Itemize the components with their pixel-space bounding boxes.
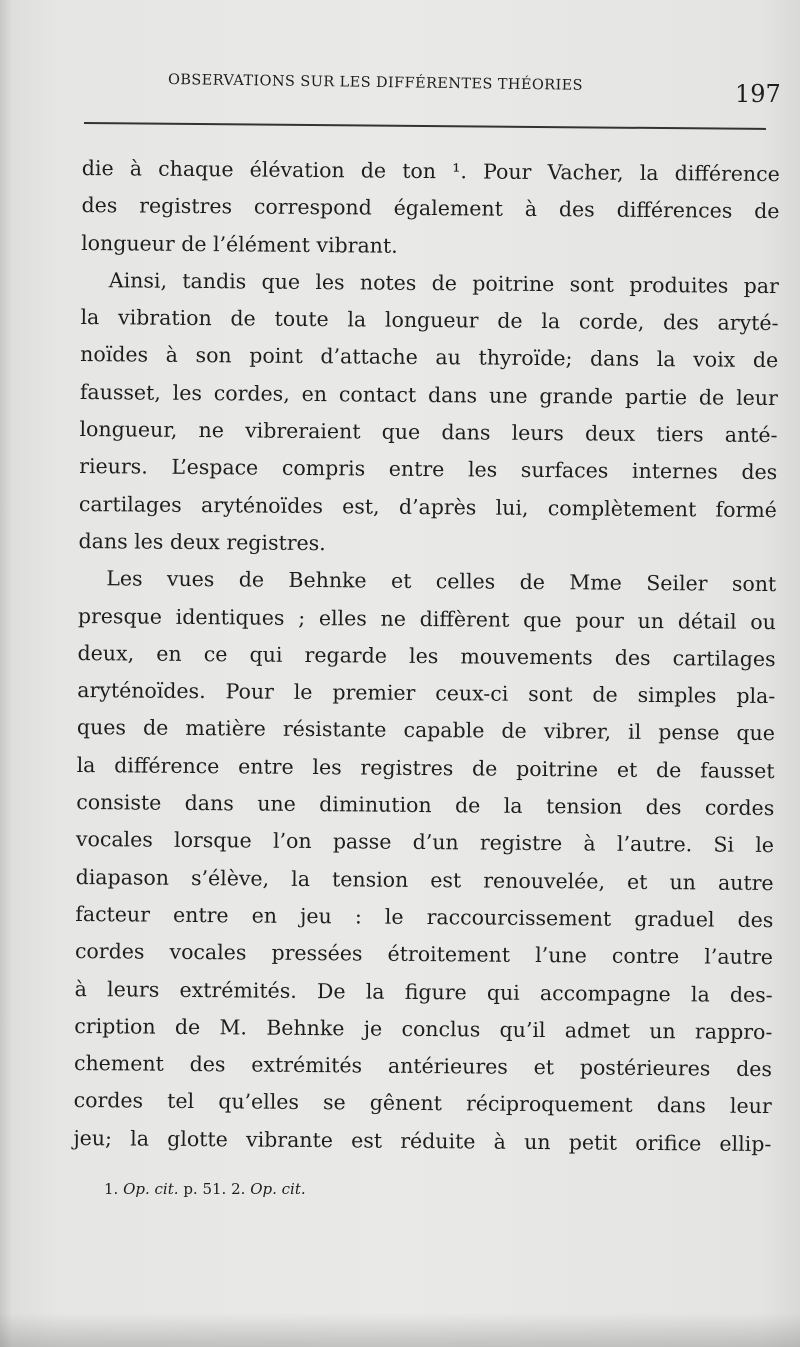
text-line: presque identiques ; elles ne diffèrent que pour un détail ou xyxy=(77,603,777,634)
text-line: dans les deux registres. xyxy=(78,528,326,556)
page-number: 197 xyxy=(735,80,781,108)
text-line: la vibration de toute la longueur de la corde, des aryté- xyxy=(80,305,779,336)
text-line: rieurs. L’espace compris entre les surfaces internes des xyxy=(79,454,778,485)
text-line: ques de matière résistante capable de vibrer, il pense que xyxy=(76,715,776,746)
text-line: Les vues de Behnke et celles de Mme Seiler sont xyxy=(106,566,777,597)
text-line: facteur entre en jeu : le raccourcissement graduel des xyxy=(75,901,774,932)
running-title: OBSERVATIONS SUR LES DIFFÉRENTES THÉORIES xyxy=(167,72,584,94)
text-line: diapason s’élève, la tension est renouvelée, et un autre xyxy=(75,864,774,895)
text-line: longueur de l’élément vibrant. xyxy=(81,230,398,258)
text-line: consiste dans une diminution de la tension des cordes xyxy=(76,790,775,821)
footnote-number: 2. xyxy=(231,1180,246,1198)
text-line: à leurs extrémités. De la figure qui accompagne la des- xyxy=(74,976,773,1007)
body-text xyxy=(73,150,780,1163)
text-line: aryténoïdes. Pour le premier ceux-ci sont de simples pla- xyxy=(77,678,776,709)
footnote xyxy=(104,1180,306,1198)
text-line: cordes vocales pressées étroitement l’une contre l’autre xyxy=(74,939,774,970)
text-line: fausset, les cordes, en contact dans une grande partie de leur xyxy=(79,379,778,410)
footnote-page: p. 51. xyxy=(183,1180,227,1198)
text-line: deux, en ce qui regarde les mouvements des cartilages xyxy=(77,640,776,671)
text-line: jeu; la glotte vibrante est réduite à un petit orifice ellip- xyxy=(73,1125,772,1156)
text-line: noïdes à son point d’attache au thyroïde; dans la voix de xyxy=(80,342,779,373)
text-line: des registres correspond également à des différences de xyxy=(81,193,780,224)
text-line: cription de M. Behnke je conclus qu’il admet un rappro- xyxy=(74,1013,773,1044)
footnote-reference: Op. cit. xyxy=(123,1180,179,1198)
footnote-number: 1. xyxy=(104,1180,119,1198)
text-line: vocales lorsque l’on passe d’un registre à l’autre. Si le xyxy=(75,827,775,858)
text-line: cordes tel qu’elles se gênent réciproquement dans leur xyxy=(73,1088,772,1119)
header-rule xyxy=(84,122,766,130)
text-line: longueur, ne vibreraient que dans leurs deux tiers anté- xyxy=(79,417,778,448)
text-line: cartilages aryténoïdes est, d’après lui, complètement formé xyxy=(78,491,777,522)
footnote-reference: Op. cit. xyxy=(250,1180,306,1198)
text-line: chement des extrémités antérieures et postérieures des xyxy=(73,1051,773,1082)
text-line: la différence entre les registres de poitrine et de fausset xyxy=(76,752,775,783)
text-line: Ainsi, tandis que les notes de poitrine sont produites par xyxy=(108,268,779,298)
text-line: die à chaque élévation de ton ¹. Pour Vacher, la différence xyxy=(81,155,780,187)
